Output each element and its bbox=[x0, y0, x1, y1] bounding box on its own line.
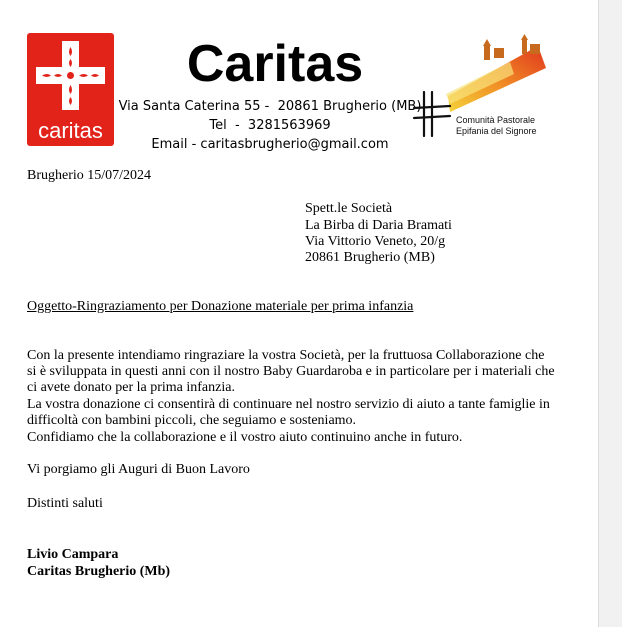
header-email: Email - caritasbrugherio@gmail.com bbox=[151, 137, 389, 152]
body-line: Con la presente intendiamo ringraziare la vostra Società, per la fruttuosa Collaborazione che bbox=[27, 348, 545, 363]
cross-mark-icon bbox=[414, 92, 450, 136]
body-line: si è sviluppata in questi anni con il nostro Baby Guardaroba e in particolare per i materiali che bbox=[27, 364, 555, 379]
body-line: La vostra donazione ci consentirà di continuare nel nostro servizio di aiuto a tante famiglie in bbox=[27, 397, 550, 412]
recipient-line: La Birba di Daria Bramati bbox=[305, 218, 452, 233]
recipient-line: 20861 Brugherio (MB) bbox=[305, 250, 435, 265]
partner-logo-line2: Epifania del Signore bbox=[456, 126, 537, 136]
recipient-line: Via Vittorio Veneto, 20/g bbox=[305, 234, 446, 249]
letter-date: Brugherio 15/07/2024 bbox=[27, 168, 152, 183]
letter-subject: Oggetto-Ringraziamento per Donazione materiale per prima infanzia bbox=[27, 299, 414, 314]
signature-organization: Caritas Brugherio (Mb) bbox=[27, 564, 171, 579]
organization-title: Caritas bbox=[186, 35, 364, 93]
letter-wishes: Vi porgiamo gli Auguri di Buon Lavoro bbox=[27, 462, 250, 477]
header-address: Via Santa Caterina 55 - 20861 Brugherio (MB) bbox=[118, 99, 422, 114]
signature-name: Livio Campara bbox=[27, 547, 119, 562]
letter-closing: Distinti saluti bbox=[27, 496, 103, 511]
body-line: ci avete donato per la prima infanzia. bbox=[27, 380, 235, 395]
caritas-cross-icon bbox=[27, 33, 114, 119]
caritas-logo bbox=[27, 33, 114, 146]
caritas-logo-word: caritas bbox=[38, 118, 103, 143]
document-scrollbar[interactable] bbox=[598, 0, 622, 627]
partner-logo-line1: Comunità Pastorale bbox=[456, 115, 536, 125]
header-phone: Tel - 3281563969 bbox=[209, 118, 331, 133]
body-line: Confidiamo che la collaborazione e il vostro aiuto continuino anche in futuro. bbox=[27, 430, 463, 445]
recipient-line: Spett.le Società bbox=[305, 201, 393, 216]
body-line: difficoltà con bambini piccoli, che seguiamo e sosteniamo. bbox=[27, 413, 357, 428]
